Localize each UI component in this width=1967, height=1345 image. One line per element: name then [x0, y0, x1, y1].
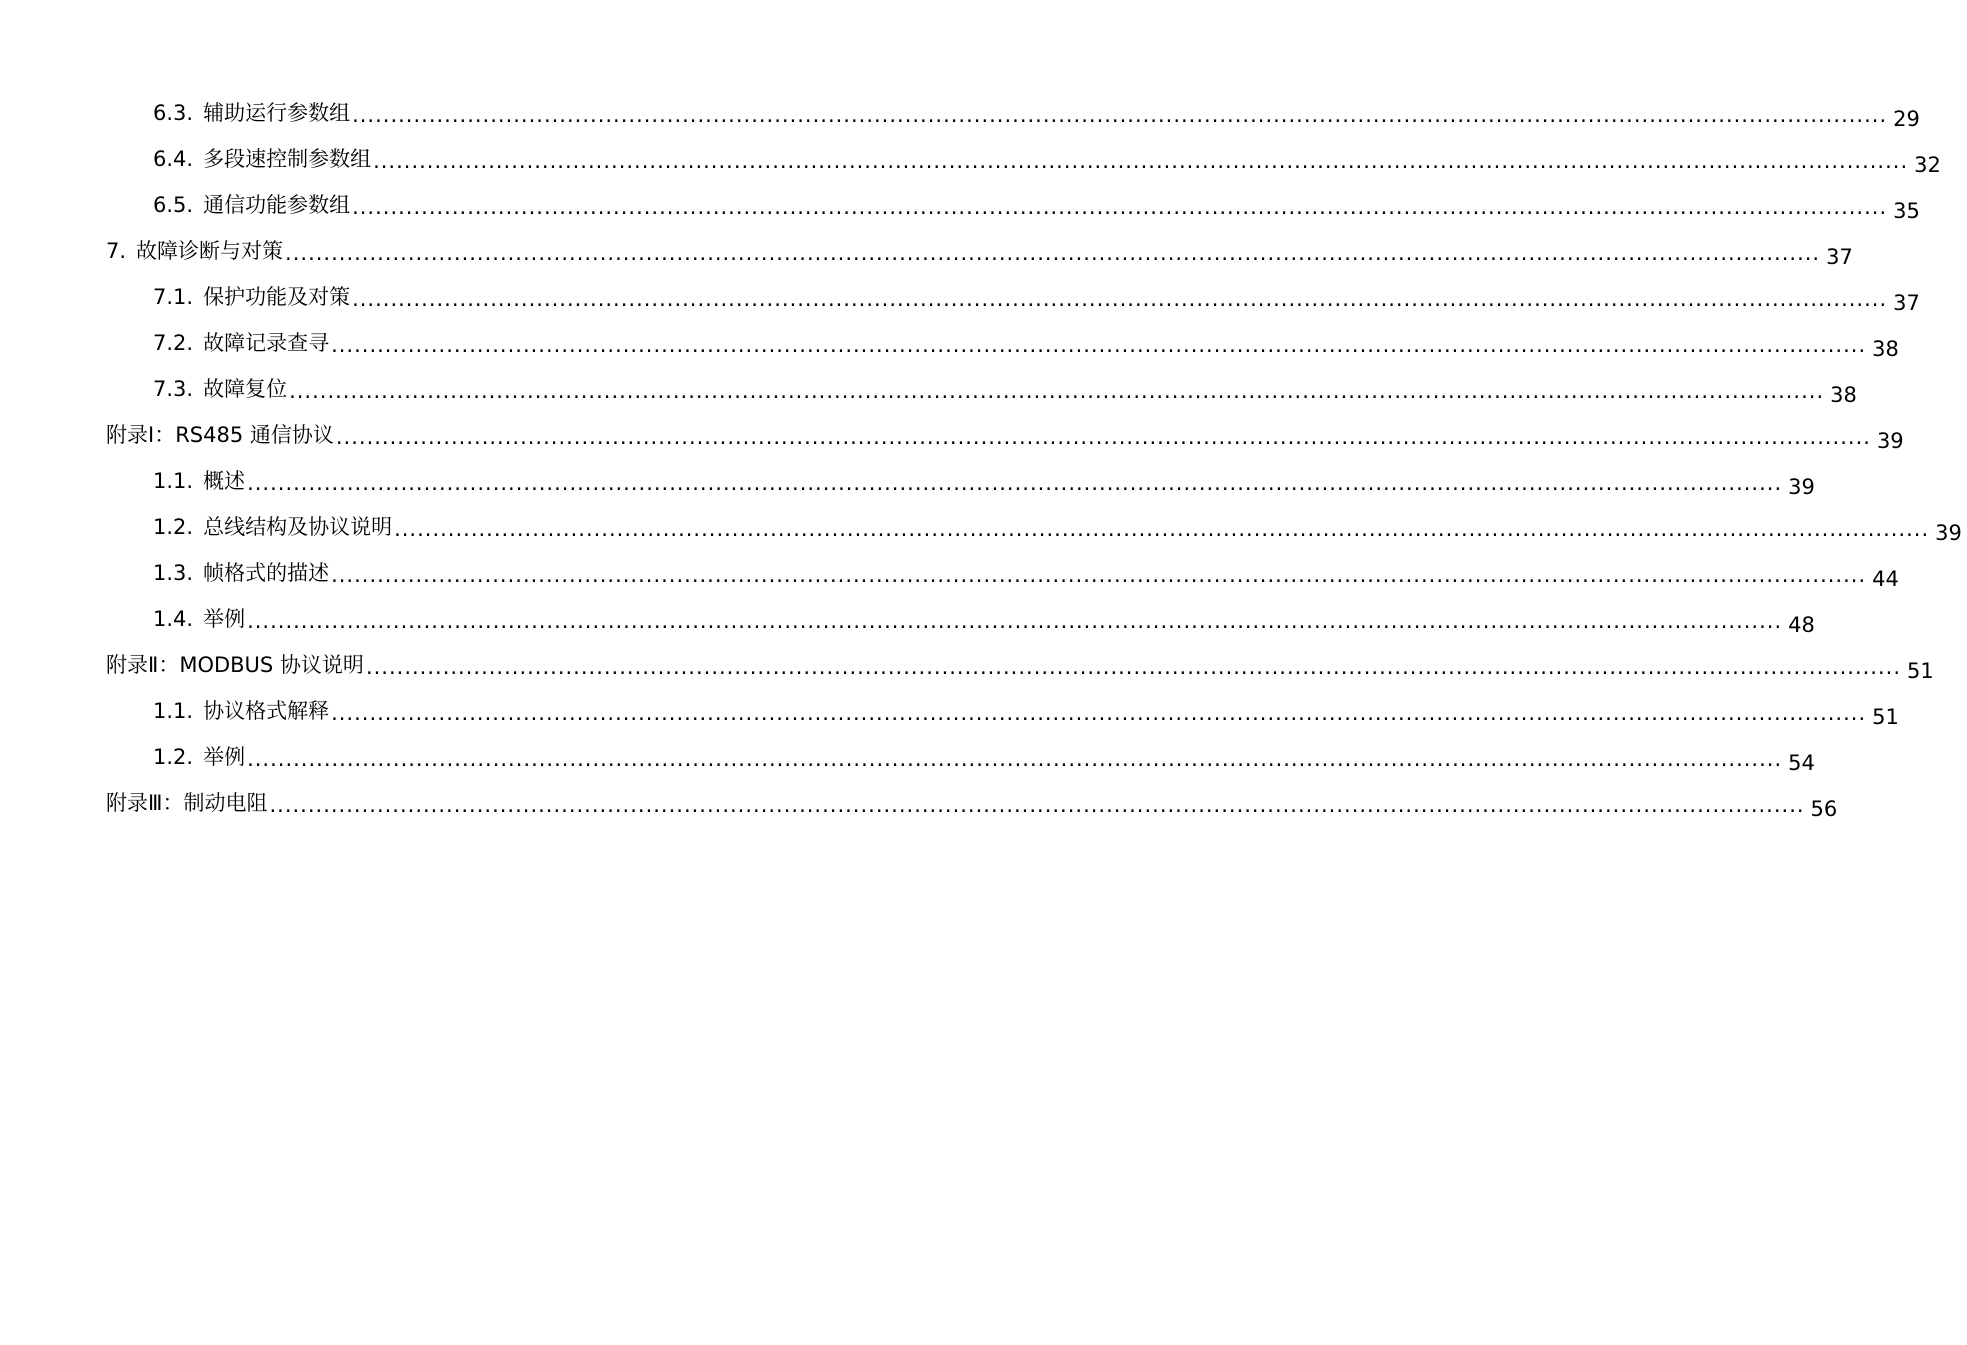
toc-entry[interactable]	[0, 542, 1899, 591]
toc-entry-page-number: 39	[1876, 429, 1904, 453]
dot-leader: ........................................................................................................................................................................................................	[331, 701, 1867, 725]
toc-entry-page-number: 37	[1893, 291, 1920, 315]
toc-entry-text: 保护功能及对策	[203, 285, 351, 309]
toc-entry-number: 1.3.	[153, 561, 194, 585]
toc-entry-page-number: 37	[1826, 245, 1853, 269]
toc-entry[interactable]	[0, 726, 1815, 775]
toc-entry-text: 概述	[203, 469, 246, 493]
toc-entry-title	[106, 790, 267, 818]
toc-entry-number: 7.1.	[153, 285, 194, 309]
toc-entry-text: 举例	[203, 607, 246, 631]
toc-entry-page-number: 51	[1872, 705, 1899, 729]
toc-entry-text: 通信功能参数组	[203, 193, 351, 217]
toc-entry-title	[106, 422, 334, 450]
dot-leader: ........................................................................................................................................................................................................	[289, 379, 1825, 403]
dot-leader: ........................................................................................................................................................................................................	[247, 747, 1783, 771]
toc-entry-title	[153, 698, 329, 726]
dot-leader: ........................................................................................................................................................................................................	[373, 149, 1909, 173]
toc-entry-text: 帧格式的描述	[203, 561, 330, 585]
toc-entry-page-number: 32	[1914, 153, 1941, 177]
toc-entry-title	[106, 238, 283, 266]
toc-entry-number: 6.5.	[153, 193, 194, 217]
toc-entry[interactable]	[0, 450, 1815, 499]
toc-entry[interactable]	[0, 220, 1853, 269]
toc-entry-page-number: 29	[1893, 107, 1920, 131]
dot-leader: ........................................................................................................................................................................................................	[247, 471, 1783, 495]
toc-entry-title	[153, 468, 245, 496]
toc-entry-text: 多段速控制参数组	[203, 147, 372, 171]
toc-entry-number: 1.4.	[153, 607, 194, 631]
toc-entry[interactable]	[0, 128, 1941, 177]
toc-entry-title	[153, 606, 245, 634]
toc-entry-number: 7.	[106, 239, 127, 263]
dot-leader: ........................................................................................................................................................................................................	[352, 103, 1888, 127]
dot-leader: ........................................................................................................................................................................................................	[331, 563, 1867, 587]
toc-entry-title	[153, 330, 329, 358]
toc-entry-number: 1.1.	[153, 469, 194, 493]
toc-entry[interactable]	[0, 174, 1920, 223]
toc-entry-title	[106, 652, 364, 680]
dot-leader: ........................................................................................................................................................................................................	[365, 655, 1901, 679]
dot-leader: ........................................................................................................................................................................................................	[394, 517, 1930, 541]
dot-leader: ........................................................................................................................................................................................................	[335, 425, 1871, 449]
toc-entry-title	[153, 100, 350, 128]
toc-entry-number: 1.1.	[153, 699, 194, 723]
toc-entry-text: 总线结构及协议说明	[203, 515, 393, 539]
toc-entry-number: 1.2.	[153, 745, 194, 769]
dot-leader: ........................................................................................................................................................................................................	[247, 609, 1783, 633]
toc-entry-page-number: 39	[1935, 521, 1962, 545]
toc-entry-title	[153, 560, 329, 588]
toc-entry-text: 附录Ⅲ：制动电阻	[106, 791, 268, 815]
dot-leader: ........................................................................................................................................................................................................	[269, 793, 1805, 817]
dot-leader: ........................................................................................................................................................................................................	[285, 241, 1821, 265]
toc-entry-text: 举例	[203, 745, 246, 769]
toc-entry-text: 故障复位	[203, 377, 288, 401]
toc-entry[interactable]	[0, 634, 1934, 683]
toc-entry-title	[153, 284, 350, 312]
toc-entry-page-number: 39	[1788, 475, 1815, 499]
toc-entry-number: 1.2.	[153, 515, 194, 539]
toc-entry-page-number: 35	[1893, 199, 1920, 223]
dot-leader: ........................................................................................................................................................................................................	[331, 333, 1867, 357]
toc-entry-number: 7.2.	[153, 331, 194, 355]
dot-leader: ........................................................................................................................................................................................................	[352, 287, 1888, 311]
toc-entry-text: 辅助运行参数组	[203, 101, 351, 125]
toc-entry-page-number: 38	[1872, 337, 1899, 361]
toc-entry-number: 6.3.	[153, 101, 194, 125]
table-of-contents	[0, 82, 1962, 821]
toc-entry-title	[153, 744, 245, 772]
toc-entry[interactable]	[0, 404, 1904, 453]
toc-entry-text: 协议格式解释	[203, 699, 330, 723]
toc-entry-text: 故障诊断与对策	[136, 239, 284, 263]
toc-entry[interactable]	[0, 266, 1920, 315]
toc-entry[interactable]	[0, 358, 1857, 407]
toc-entry[interactable]	[0, 496, 1962, 545]
toc-entry-title	[153, 376, 287, 404]
toc-entry-number: 6.4.	[153, 147, 194, 171]
toc-entry[interactable]	[0, 588, 1815, 637]
toc-entry-page-number: 44	[1872, 567, 1899, 591]
dot-leader: ........................................................................................................................................................................................................	[352, 195, 1888, 219]
toc-entry-page-number: 54	[1788, 751, 1815, 775]
toc-entry-title	[153, 514, 392, 542]
toc-entry-title	[153, 192, 350, 220]
toc-entry-number: 7.3.	[153, 377, 194, 401]
toc-entry-text: 附录Ⅱ：MODBUS 协议说明	[106, 653, 364, 677]
toc-entry[interactable]	[0, 82, 1920, 131]
toc-entry-page-number: 48	[1788, 613, 1815, 637]
toc-entry-page-number: 56	[1810, 797, 1838, 821]
toc-entry-text: 故障记录查寻	[203, 331, 330, 355]
toc-entry-text: 附录Ⅰ：RS485 通信协议	[106, 423, 334, 447]
toc-entry[interactable]	[0, 312, 1899, 361]
toc-entry[interactable]	[0, 772, 1838, 821]
toc-entry-title	[153, 146, 371, 174]
toc-entry-page-number: 51	[1907, 659, 1934, 683]
toc-entry-page-number: 38	[1830, 383, 1857, 407]
toc-entry[interactable]	[0, 680, 1899, 729]
